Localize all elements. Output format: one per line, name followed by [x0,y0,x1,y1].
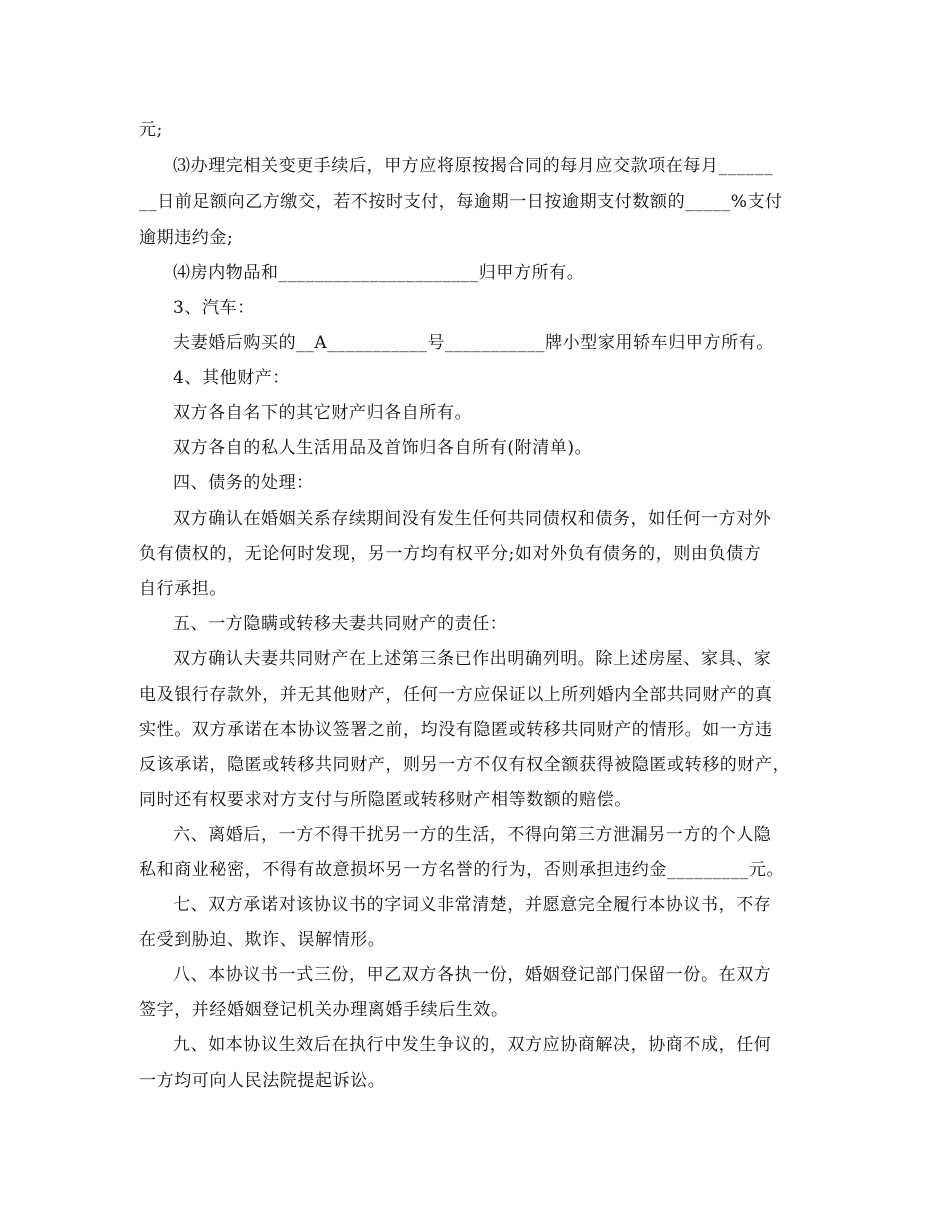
text-line: 自行承担。 [139,579,227,599]
text-line: 九、如本协议生效后在执行中发生争议的，双方应协商解决，协商不成，任何 [173,1035,772,1055]
text-line: 一方均可向人民法院提起诉讼。 [139,1071,386,1091]
text-line: __日前足额向乙方缴交，若不按时支付，每逾期一日按逾期支付数额的_____%支付 [139,192,783,212]
text-line: 双方确认夫妻共同财产在上述第三条已作出明确列明。除上述房屋、家具、家 [173,649,772,669]
text-line: 反该承诺，隐匿或转移共同财产，则另一方不仅有权全额获得被隐匿或转移的财产， [139,755,791,775]
text-line: 3、汽车： [173,298,255,318]
text-line: 五、一方隐瞒或转移夫妻共同财产的责任： [173,614,508,634]
text-line: 签字，并经婚姻登记机关办理离婚手续后生效。 [139,1000,509,1020]
text-line: 私和商业秘密，不得有故意损坏另一方名誉的行为，否则承担违约金_________元。 [139,860,785,880]
text-line: 双方各自的私人生活用品及首饰归各自所有(附清单)。 [173,438,593,458]
text-line: 负有债权的，无论何时发现，另一方均有权平分;如对外负有债务的，则由负债方 [139,544,762,564]
text-line: 八、本协议书一式三份，甲乙双方各执一份，婚姻登记部门保留一份。在双方 [173,965,772,985]
text-line: 实性。双方承诺在本协议签署之前，均没有隐匿或转移共同财产的情形。如一方违 [139,720,773,740]
text-line: 在受到胁迫、欺诈、误解情形。 [139,930,386,950]
text-line: 逾期违约金; [139,228,234,248]
text-line: ⑶办理完相关变更手续后，甲方应将原按揭合同的每月应交款项在每月______ [173,156,774,176]
text-line: 双方确认在婚姻关系存续期间没有发生任何共同债权和债务，如任何一方对外 [173,509,772,529]
text-line: 六、离婚后，一方不得干扰另一方的生活，不得向第三方泄漏另一方的个人隐 [173,825,772,845]
text-line: 双方各自名下的其它财产归各自所有。 [173,403,473,423]
text-line: 电及银行存款外，并无其他财产，任何一方应保证以上所列婚内全部共同财产的真 [139,685,773,705]
text-line: 4、其他财产： [173,368,291,388]
text-line: 七、双方承诺对该协议书的字词义非常清楚，并愿意完全履行本协议书，不存 [173,895,772,915]
text-line: 同时还有权要求对方支付与所隐匿或转移财产相等数额的赔偿。 [139,790,632,810]
text-line: 四、债务的处理： [173,473,314,493]
text-line: ⑷房内物品和______________________归甲方所有。 [173,263,585,283]
text-line: 夫妻婚后购买的__A___________号___________牌小型家用轿车归甲方所有。 [173,333,774,353]
text-line: 元; [139,120,163,140]
